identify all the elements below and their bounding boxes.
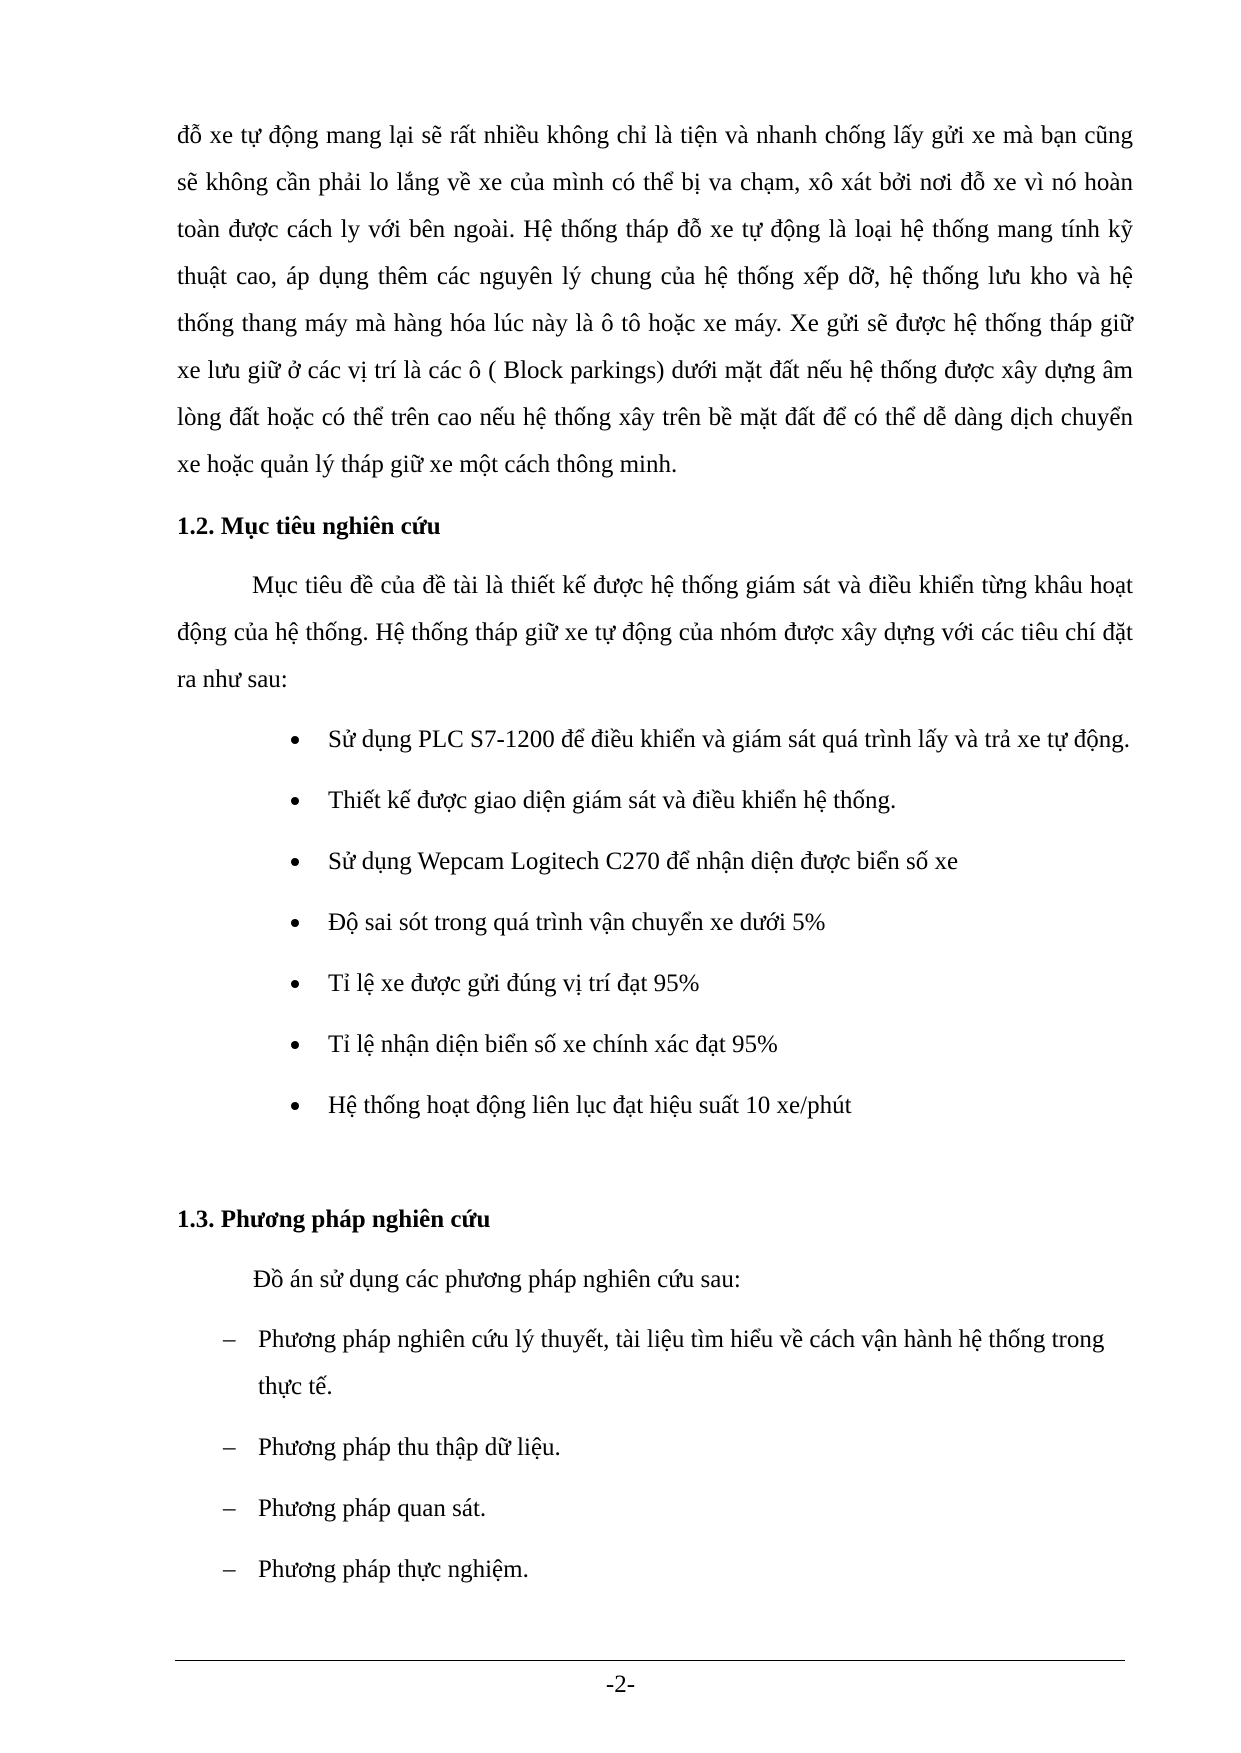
section-1-3-paragraph: Đồ án sử dụng các phương pháp nghiên cứu sau: [253, 1266, 741, 1293]
list-item-text: Phương pháp thực nghiệm. [258, 1556, 529, 1583]
list-item [0, 1082, 1132, 1129]
list-item-text: Tỉ lệ xe được gửi đúng vị trí đạt 95% [328, 970, 700, 997]
section-1-2-paragraph: Mục tiêu đề của đề tài là thiết kế được hệ thống giám sát và điều khiển từng khâu hoạt động của hệ thống. Hệ thống tháp giữ xe tự động của nhóm được xây dựng với các tiêu chí đặt ra như sau: [177, 572, 1133, 693]
list-item-text: Tỉ lệ nhận diện biển số xe chính xác đạt 95% [328, 1031, 778, 1058]
list-item [0, 1021, 1132, 1068]
bullet-icon [291, 1102, 299, 1110]
bullet-icon [291, 919, 299, 927]
bullet-icon [291, 1041, 299, 1049]
page-number: -2- [605, 1671, 636, 1698]
intro-paragraph: đỗ xe tự động mang lại sẽ rất nhiều không chỉ là tiện và nhanh chống lấy gửi xe mà bạn cũng sẽ không cần phải lo lắng về xe của mình có thể bị va chạm, xô xát bởi nơi đỗ xe vì nó hoàn toàn được cách ly với bên ngoài. Hệ thống tháp đỗ xe tự động là loại hệ thống mang tính kỹ thuật cao, áp dụng thêm các nguyên lý chung của hệ thống xếp dỡ, hệ thống lưu kho và hệ thống thang máy mà hàng hóa lúc này là ô tô hoặc xe máy. Xe gửi sẽ được hệ thống tháp giữ xe lưu giữ ở các vị trí là các ô ( Block parkings) dưới mặt đất nếu hệ thống được xây dựng âm lòng đất hoặc có thể trên cao nếu hệ thống xây trên bề mặt đất để có thể dễ dàng dịch chuyển xe hoặc quản lý tháp giữ xe một cách thông minh. [177, 122, 1133, 478]
list-item [0, 1546, 1132, 1593]
methods-list [0, 1316, 1241, 1607]
objectives-list [0, 716, 1241, 1143]
list-item [0, 1485, 1132, 1532]
list-item-text: Phương pháp quan sát. [258, 1495, 487, 1522]
dash-icon: – [223, 1434, 236, 1461]
list-item-text: Sử dụng Wepcam Logitech C270 để nhận diện được biển số xe [328, 848, 959, 875]
dash-icon: – [223, 1495, 236, 1522]
list-item-text: Thiết kế được giao diện giám sát và điều khiển hệ thống. [328, 787, 897, 814]
list-item [0, 777, 1132, 824]
list-item-text: Sử dụng PLC S7-1200 để điều khiển và giám sát quá trình lấy và trả xe tự động. [328, 726, 1130, 753]
footer-divider [175, 1660, 1125, 1661]
section-heading-1-2: 1.2. Mục tiêu nghiên cứu [177, 513, 441, 540]
bullet-icon [291, 980, 299, 988]
list-item-text: Độ sai sót trong quá trình vận chuyển xe dưới 5% [328, 909, 826, 936]
section-heading-1-3: 1.3. Phương pháp nghiên cứu [177, 1206, 491, 1233]
list-item-text: Phương pháp thu thập dữ liệu. [258, 1434, 561, 1461]
bullet-icon [291, 797, 299, 805]
bullet-icon [291, 736, 299, 744]
list-item-text: Phương pháp nghiên cứu lý thuyết, tài liệu tìm hiểu về cách vận hành hệ thống trong thực tế. [258, 1326, 1105, 1400]
list-item [0, 1424, 1132, 1471]
list-item [0, 960, 1132, 1007]
list-item [0, 716, 1132, 763]
dash-icon: – [223, 1326, 236, 1353]
dash-icon: – [223, 1556, 236, 1583]
bullet-icon [291, 858, 299, 866]
list-item-text: Hệ thống hoạt động liên lục đạt hiệu suất 10 xe/phút [328, 1092, 852, 1119]
list-item [0, 838, 1132, 885]
list-item [0, 899, 1132, 946]
list-item [0, 1316, 1132, 1410]
